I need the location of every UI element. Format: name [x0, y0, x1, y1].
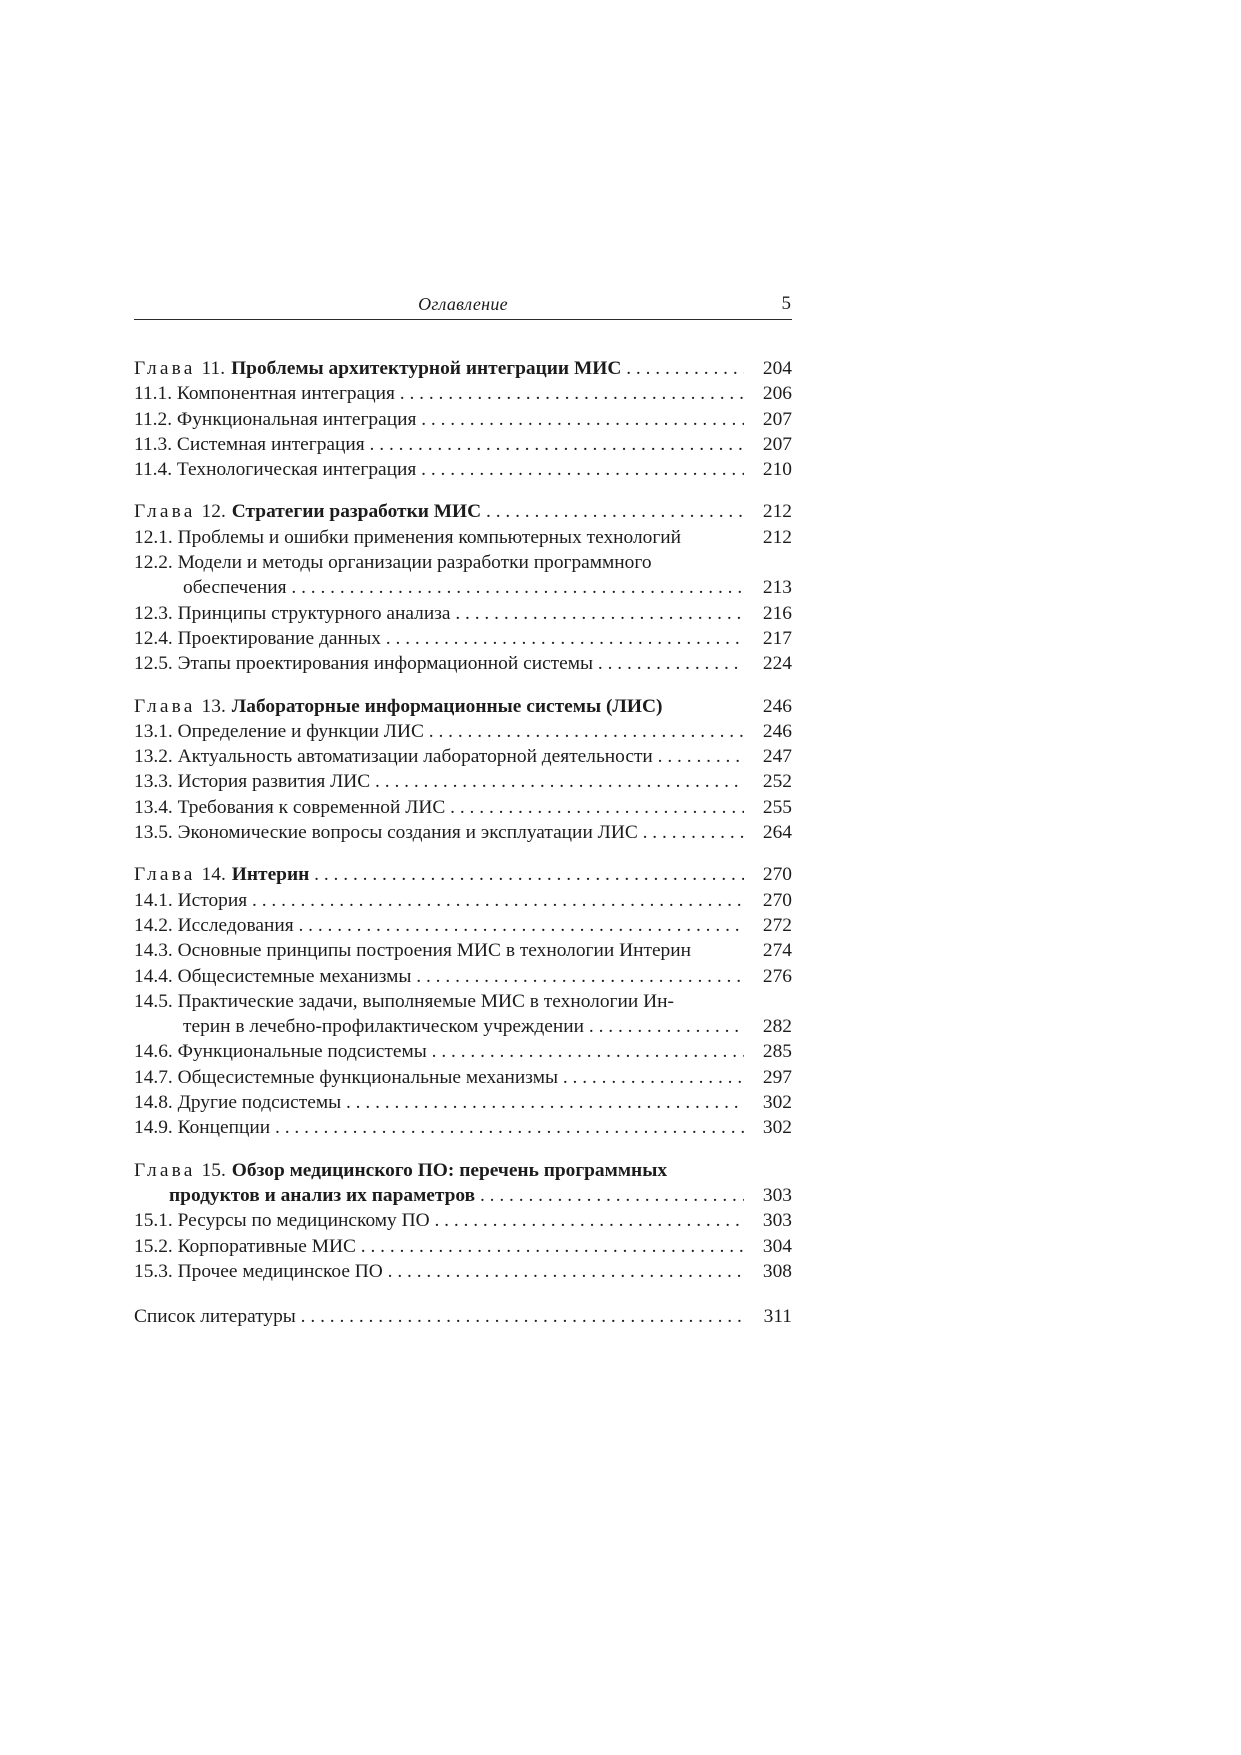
toc-entry[interactable]	[134, 381, 792, 406]
section-title: Концепции	[177, 1117, 271, 1139]
section-number: 11.3.	[134, 433, 173, 455]
chapter-title-continuation: продуктов и анализ их параметров	[169, 1184, 476, 1206]
chapter-label: Глава	[134, 695, 196, 717]
section-number: 15.2.	[134, 1235, 173, 1257]
section-title: Проблемы и ошибки применения компьютерных технологий	[177, 526, 682, 548]
page-ref: 308	[762, 1260, 792, 1282]
section-title: Корпоративные МИС	[177, 1235, 356, 1257]
section-number: 14.2.	[134, 914, 173, 936]
page-ref: 264	[762, 822, 792, 844]
chapter-title: Интерин	[231, 864, 310, 886]
page-ref: 207	[762, 433, 792, 455]
chapter-label: Глава	[134, 501, 196, 523]
page-ref: 246	[762, 695, 792, 717]
page-ref: 217	[762, 627, 792, 649]
toc-entry[interactable]	[134, 1065, 792, 1090]
page-ref: 285	[762, 1041, 792, 1063]
chapter-12	[134, 499, 792, 676]
page-ref: 311	[763, 1306, 792, 1328]
page-ref: 303	[762, 1210, 792, 1232]
section-number: 14.4.	[134, 965, 173, 987]
toc-entry-continuation[interactable]	[134, 1014, 792, 1039]
section-title: Компонентная интеграция	[176, 383, 395, 405]
chapter-number: 14.	[201, 864, 226, 886]
chapter-13	[134, 694, 792, 846]
section-number: 14.6.	[134, 1041, 173, 1063]
section-number: 14.5.	[134, 990, 173, 1012]
toc-entry[interactable]	[134, 820, 792, 845]
page-ref: 247	[762, 746, 792, 768]
chapter-11	[134, 356, 792, 482]
page-ref: 270	[762, 864, 792, 886]
page-ref: 255	[762, 796, 792, 818]
section-title: Экономические вопросы создания и эксплуатации ЛИС	[177, 822, 638, 844]
bibliography-section	[134, 1304, 792, 1329]
section-title: Практические задачи, выполняемые МИС в технологии Ин-	[177, 990, 674, 1012]
page-ref: 272	[762, 914, 792, 936]
chapter-title: Обзор медицинского ПО: перечень программных	[231, 1159, 668, 1181]
section-number: 14.1.	[134, 889, 173, 911]
toc-entry[interactable]	[134, 744, 792, 769]
section-title: История	[177, 889, 248, 911]
page-ref: 270	[762, 889, 792, 911]
toc-entry[interactable]	[134, 769, 792, 794]
page-number: 5	[781, 293, 791, 314]
page-ref: 276	[762, 965, 792, 987]
toc-entry[interactable]	[134, 525, 792, 550]
section-number: 12.3.	[134, 602, 173, 624]
section-title: Модели и методы организации разработки программного	[177, 552, 652, 574]
chapter-14	[134, 862, 792, 1140]
section-number: 15.1.	[134, 1210, 173, 1232]
chapter-number: 15.	[201, 1159, 226, 1181]
chapter-title: Лабораторные информационные системы (ЛИС)	[231, 695, 663, 717]
section-title: Прочее медицинское ПО	[177, 1260, 383, 1282]
section-number: 13.2.	[134, 746, 173, 768]
section-title-continuation: обеспечения	[183, 577, 287, 599]
bibliography-title: Список литературы	[134, 1306, 296, 1328]
section-number: 13.3.	[134, 771, 173, 793]
page-ref: 207	[762, 408, 792, 430]
page-ref: 204	[762, 358, 792, 379]
section-title: Технологическая интеграция	[176, 459, 417, 481]
section-title: Функциональные подсистемы	[177, 1041, 427, 1063]
page-ref: 282	[762, 1016, 792, 1038]
toc-entry[interactable]	[134, 719, 792, 744]
section-number: 11.4.	[134, 459, 173, 481]
section-title: Системная интеграция	[176, 433, 365, 455]
table-of-contents	[134, 356, 792, 1329]
chapter-number: 13.	[201, 695, 226, 717]
page-ref: 274	[762, 940, 792, 962]
chapter-heading[interactable]	[134, 694, 792, 719]
page-ref: 303	[762, 1184, 792, 1206]
section-title: Принципы структурного анализа	[177, 602, 451, 624]
section-number: 15.3.	[134, 1260, 173, 1282]
page-ref: 297	[762, 1066, 792, 1088]
section-number: 14.8.	[134, 1092, 173, 1114]
chapter-heading[interactable]	[134, 356, 792, 381]
chapter-heading[interactable]	[134, 499, 792, 524]
section-title-continuation: терин в лечебно-профилактическом учреждении	[183, 1016, 585, 1038]
section-number: 11.2.	[134, 408, 173, 430]
section-title: Актуальность автоматизации лабораторной деятельности	[177, 746, 653, 768]
page-ref: 252	[762, 771, 792, 793]
section-title: Ресурсы по медицинскому ПО	[177, 1210, 430, 1232]
toc-entry[interactable]	[134, 1090, 792, 1115]
toc-entry[interactable]	[134, 601, 792, 626]
page-ref: 212	[762, 501, 792, 523]
section-number: 13.5.	[134, 822, 173, 844]
section-number: 12.2.	[134, 552, 173, 574]
section-title: Основные принципы построения МИС в технологии Интерин	[177, 940, 692, 962]
page-header	[134, 293, 792, 320]
section-title: Другие подсистемы	[177, 1092, 342, 1114]
page-ref: 304	[762, 1235, 792, 1257]
toc-entry[interactable]	[134, 989, 792, 1014]
toc-entry[interactable]	[134, 938, 792, 963]
toc-entry[interactable]	[134, 432, 792, 457]
toc-entry[interactable]	[134, 1039, 792, 1064]
toc-entry[interactable]	[134, 888, 792, 913]
section-title: Общесистемные механизмы	[177, 965, 412, 987]
section-number: 12.1.	[134, 526, 173, 548]
toc-entry[interactable]	[134, 1234, 792, 1259]
page-ref: 302	[762, 1117, 792, 1139]
section-title: Определение и функции ЛИС	[177, 720, 424, 742]
section-number: 14.3.	[134, 940, 173, 962]
page-ref: 213	[762, 577, 792, 599]
toc-entry[interactable]	[134, 795, 792, 820]
section-title: История развития ЛИС	[177, 771, 371, 793]
toc-entry[interactable]	[134, 1115, 792, 1140]
toc-entry[interactable]	[134, 1208, 792, 1233]
chapter-label: Глава	[134, 1159, 196, 1181]
section-number: 11.1.	[134, 383, 173, 405]
page-ref: 246	[762, 720, 792, 742]
page-ref: 302	[762, 1092, 792, 1114]
section-number: 13.1.	[134, 720, 173, 742]
running-head: Оглавление	[418, 294, 508, 314]
toc-entry[interactable]	[134, 1259, 792, 1284]
toc-entry[interactable]	[134, 913, 792, 938]
page-ref: 216	[762, 602, 792, 624]
section-title: Функциональная интеграция	[176, 408, 417, 430]
chapter-heading-continuation[interactable]	[134, 1183, 792, 1208]
section-number: 14.9.	[134, 1117, 173, 1139]
chapter-title: Проблемы архитектурной интеграции МИС	[231, 358, 622, 379]
toc-entry[interactable]	[134, 550, 792, 575]
toc-entry[interactable]	[134, 964, 792, 989]
chapter-heading[interactable]	[134, 1158, 792, 1183]
section-title: Этапы проектирования информационной системы	[177, 653, 594, 675]
chapter-title: Стратегии разработки МИС	[231, 501, 482, 523]
section-number: 12.4.	[134, 627, 173, 649]
page-ref: 212	[762, 526, 792, 548]
section-title: Требования к современной ЛИС	[177, 796, 446, 818]
chapter-number: 11.	[201, 358, 226, 379]
chapter-label: Глава	[134, 864, 196, 886]
page-ref: 206	[762, 383, 792, 405]
section-title: Проектирование данных	[177, 627, 381, 649]
toc-entry[interactable]	[134, 407, 792, 432]
page-ref: 210	[762, 459, 792, 481]
section-title: Исследования	[177, 914, 294, 936]
toc-entry-continuation[interactable]	[134, 575, 792, 600]
section-title: Общесистемные функциональные механизмы	[177, 1066, 558, 1088]
chapter-label: Глава	[134, 358, 196, 379]
toc-entry[interactable]	[134, 626, 792, 651]
chapter-15	[134, 1158, 792, 1284]
chapter-number: 12.	[201, 501, 226, 523]
toc-entry[interactable]	[134, 651, 792, 676]
toc-entry[interactable]	[134, 457, 792, 482]
chapter-heading[interactable]	[134, 862, 792, 887]
section-number: 12.5.	[134, 653, 173, 675]
bibliography-entry[interactable]	[134, 1304, 792, 1329]
section-number: 14.7.	[134, 1066, 173, 1088]
section-number: 13.4.	[134, 796, 173, 818]
page-ref: 224	[762, 653, 792, 675]
